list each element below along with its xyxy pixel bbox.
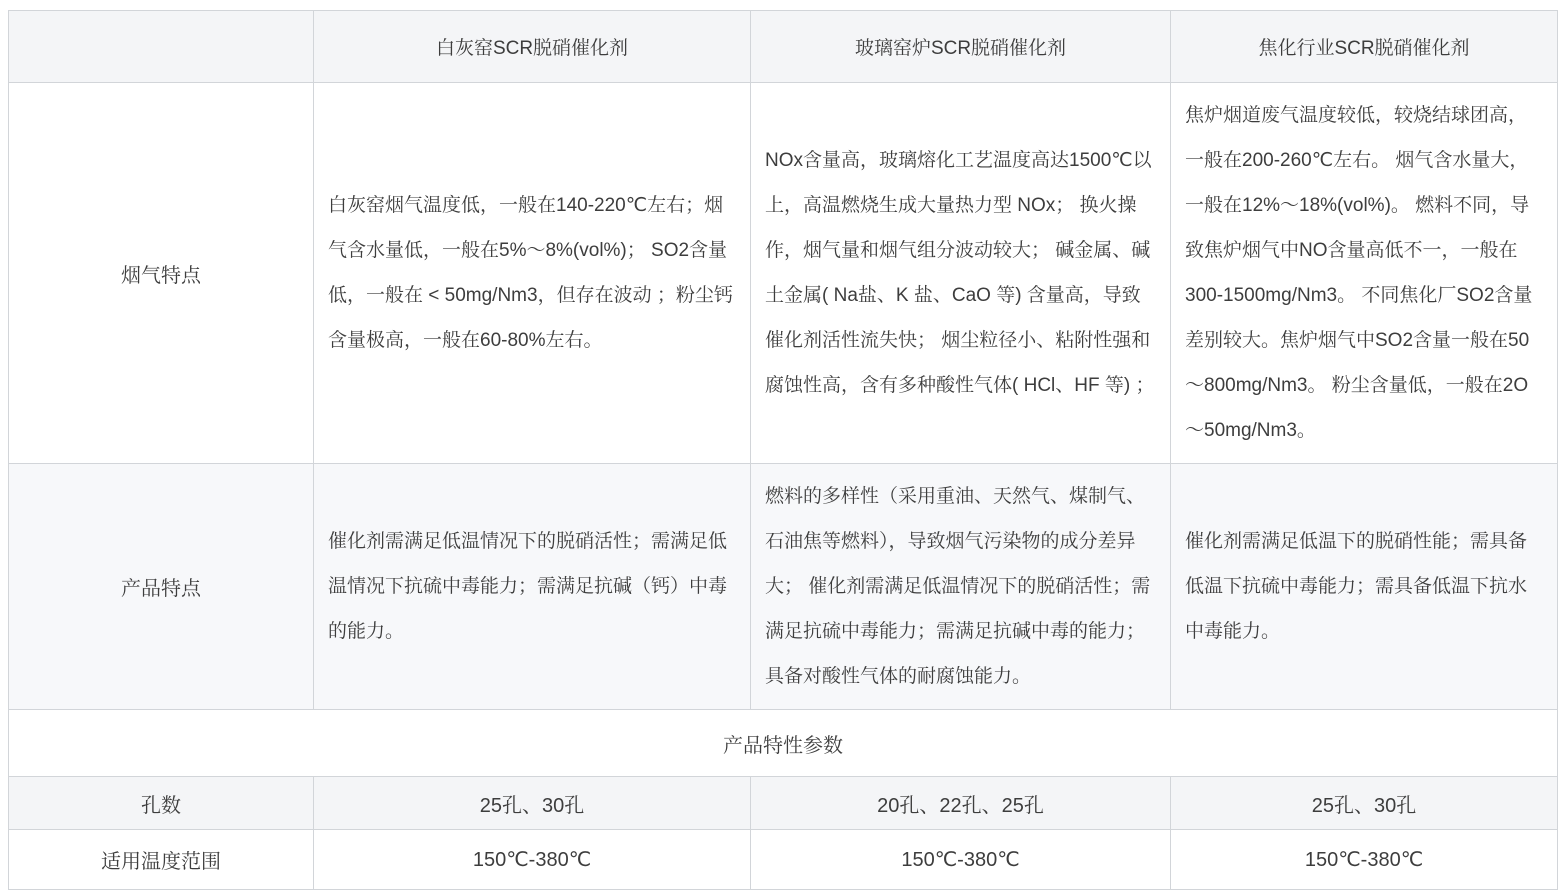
row-label-product-features: 产品特点 [9, 464, 314, 710]
catalyst-comparison-table [8, 10, 1558, 890]
cell-holes-lime-kiln: 25孔、30孔 [314, 777, 751, 830]
row-product-features [9, 464, 1558, 710]
section-title-product-parameters: 产品特性参数 [9, 710, 1558, 777]
row-flue-gas-features [9, 83, 1558, 464]
row-hole-count [9, 777, 1558, 830]
cell-temp-glass-furnace: 150℃-380℃ [751, 830, 1171, 890]
cell-holes-glass-furnace: 20孔、22孔、25孔 [751, 777, 1171, 830]
cell-flue-gas-lime-kiln: 白灰窑烟气温度低，一般在140-220℃左右；烟气含水量低，一般在5%～8%(vol%)； SO2含量低，一般在 < 50mg/Nm3，但存在波动 ；粉尘钙含量极高，一般在60-80%左右。 [314, 83, 751, 464]
cell-product-lime-kiln: 催化剂需满足低温情况下的脱硝活性；需满足低温情况下抗硫中毒能力；需满足抗碱（钙）中毒的能力。 [314, 464, 751, 710]
column-header-lime-kiln: 白灰窑SCR脱硝催化剂 [314, 11, 751, 83]
cell-flue-gas-coking: 焦炉烟道废气温度较低，较烧结球团高，一般在200-260℃左右。 烟气含水量大，一般在12%～18%(vol%)。 燃料不同，导致焦炉烟气中NO含量高低不一，一般在300-1500mg/Nm3。 不同焦化厂SO2含量差别较大。焦炉烟气中SO2含量一般在50～800mg/Nm3。 粉尘含量低，一般在2O～50mg/Nm3。 [1171, 83, 1558, 464]
cell-product-glass-furnace: 燃料的多样性（采用重油、天然气、煤制气、石油焦等燃料），导致烟气污染物的成分差异大； 催化剂需满足低温情况下的脱硝活性；需满足抗硫中毒能力；需满足抗碱中毒的能力；具备对酸性气体的耐腐蚀能力。 [751, 464, 1171, 710]
row-label-flue-gas-features: 烟气特点 [9, 83, 314, 464]
section-row-product-parameters [9, 710, 1558, 777]
table-header-row [9, 11, 1558, 83]
cell-temp-lime-kiln: 150℃-380℃ [314, 830, 751, 890]
cell-product-coking: 催化剂需满足低温下的脱硝性能；需具备低温下抗硫中毒能力；需具备低温下抗水中毒能力。 [1171, 464, 1558, 710]
cell-temp-coking: 150℃-380℃ [1171, 830, 1558, 890]
cell-flue-gas-glass-furnace: NOx含量高，玻璃熔化工艺温度高达1500℃以上，高温燃烧生成大量热力型 NOx； 换火操作，烟气量和烟气组分波动较大； 碱金属、碱土金属( Na盐、K 盐、CaO 等) 含量高，导致催化剂活性流失快； 烟尘粒径小、粘附性强和腐蚀性高，含有多种酸性气体( HCl、HF 等) ； [751, 83, 1171, 464]
row-label-hole-count: 孔数 [9, 777, 314, 830]
catalyst-comparison-section [8, 10, 1558, 890]
column-header-empty [9, 11, 314, 83]
cell-holes-coking: 25孔、30孔 [1171, 777, 1558, 830]
column-header-glass-furnace: 玻璃窑炉SCR脱硝催化剂 [751, 11, 1171, 83]
row-label-temperature-range: 适用温度范围 [9, 830, 314, 890]
column-header-coking: 焦化行业SCR脱硝催化剂 [1171, 11, 1558, 83]
